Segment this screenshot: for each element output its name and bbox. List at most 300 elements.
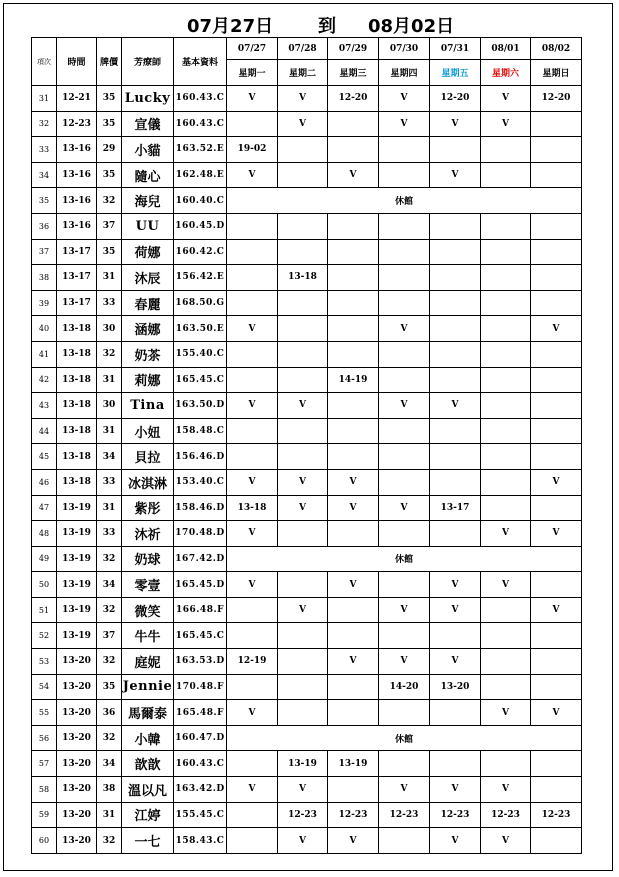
day-cell	[531, 777, 582, 803]
therapist-info: 158.48.C	[174, 418, 227, 444]
day-cell	[278, 162, 328, 188]
day-cell	[227, 290, 278, 316]
day-cell: V	[328, 828, 379, 854]
day-cell: 14-20	[379, 674, 430, 700]
row-number: 59	[32, 802, 57, 828]
day-cell	[481, 239, 531, 265]
day-cell: V	[430, 828, 481, 854]
day-cell	[328, 341, 379, 367]
therapist-name: 春麗	[122, 290, 174, 316]
day-cell	[227, 623, 278, 649]
row-price: 34	[97, 444, 122, 470]
row-price: 31	[97, 418, 122, 444]
day-cell: 12-23	[481, 802, 531, 828]
row-time: 13-16	[57, 137, 97, 163]
day-cell: V	[227, 521, 278, 547]
row-price: 32	[97, 546, 122, 572]
therapist-name: 沐祈	[122, 521, 174, 547]
day-cell: 13-19	[328, 751, 379, 777]
day-cell	[278, 572, 328, 598]
header-weekday-saturday: 星期六	[481, 60, 531, 86]
header-weekday-friday: 星期五	[430, 60, 481, 86]
row-price: 34	[97, 751, 122, 777]
therapist-info: 158.46.D	[174, 495, 227, 521]
therapist-info: 163.53.D	[174, 649, 227, 675]
day-cell	[531, 418, 582, 444]
therapist-name: 涵娜	[122, 316, 174, 342]
day-cell	[379, 137, 430, 163]
therapist-info: 165.45.D	[174, 572, 227, 598]
table-row	[32, 444, 582, 470]
day-cell	[430, 265, 481, 291]
row-number: 45	[32, 444, 57, 470]
day-cell: V	[531, 597, 582, 623]
row-price: 38	[97, 777, 122, 803]
header-price: 牌價	[97, 38, 122, 86]
day-cell: 12-23	[430, 802, 481, 828]
day-cell	[328, 674, 379, 700]
row-price: 36	[97, 700, 122, 726]
row-number: 47	[32, 495, 57, 521]
day-cell	[531, 495, 582, 521]
table-row	[32, 86, 582, 112]
day-cell	[227, 111, 278, 137]
day-cell	[328, 393, 379, 419]
row-price: 32	[97, 597, 122, 623]
table-row	[32, 290, 582, 316]
day-cell: V	[531, 521, 582, 547]
row-number: 41	[32, 341, 57, 367]
day-cell	[430, 341, 481, 367]
therapist-info: 168.50.G	[174, 290, 227, 316]
table-row	[32, 469, 582, 495]
day-cell	[328, 316, 379, 342]
day-cell: V	[430, 393, 481, 419]
day-cell: V	[278, 777, 328, 803]
day-cell	[328, 137, 379, 163]
day-cell	[379, 367, 430, 393]
day-cell: V	[227, 469, 278, 495]
row-number: 37	[32, 239, 57, 265]
therapist-info: 165.48.F	[174, 700, 227, 726]
therapist-name: 歆歆	[122, 751, 174, 777]
row-price: 37	[97, 213, 122, 239]
row-time: 13-20	[57, 649, 97, 675]
header-weekday: 星期一	[227, 60, 278, 86]
row-time: 12-21	[57, 86, 97, 112]
day-cell	[531, 341, 582, 367]
day-cell	[328, 444, 379, 470]
row-time: 12-23	[57, 111, 97, 137]
day-cell: V	[278, 828, 328, 854]
day-cell	[531, 674, 582, 700]
day-cell: 19-02	[227, 137, 278, 163]
row-time: 13-17	[57, 239, 97, 265]
day-cell: 12-20	[531, 86, 582, 112]
day-cell: V	[328, 495, 379, 521]
row-number: 35	[32, 188, 57, 214]
header-weekday: 星期日	[531, 60, 582, 86]
day-cell: V	[481, 111, 531, 137]
row-number: 31	[32, 86, 57, 112]
row-number: 53	[32, 649, 57, 675]
day-cell	[430, 290, 481, 316]
day-cell: 12-20	[328, 86, 379, 112]
therapist-info: 163.42.D	[174, 777, 227, 803]
day-cell	[379, 162, 430, 188]
row-price: 32	[97, 188, 122, 214]
therapist-name: 奶茶	[122, 341, 174, 367]
row-number: 44	[32, 418, 57, 444]
closed-label: 休館	[227, 546, 582, 572]
day-cell: V	[379, 111, 430, 137]
day-cell: V	[278, 469, 328, 495]
day-cell	[531, 265, 582, 291]
day-cell	[430, 418, 481, 444]
table-row	[32, 777, 582, 803]
table-row	[32, 188, 582, 214]
day-cell	[481, 290, 531, 316]
day-cell: V	[328, 162, 379, 188]
day-cell	[430, 469, 481, 495]
day-cell: V	[379, 316, 430, 342]
row-time: 13-19	[57, 521, 97, 547]
row-time: 13-18	[57, 469, 97, 495]
row-number: 60	[32, 828, 57, 854]
row-time: 13-20	[57, 725, 97, 751]
therapist-info: 165.45.C	[174, 367, 227, 393]
row-time: 13-19	[57, 495, 97, 521]
row-price: 32	[97, 341, 122, 367]
day-cell: V	[278, 495, 328, 521]
day-cell	[278, 521, 328, 547]
day-cell: 12-20	[430, 86, 481, 112]
day-cell	[379, 700, 430, 726]
row-number: 56	[32, 725, 57, 751]
row-price: 32	[97, 649, 122, 675]
row-price: 33	[97, 469, 122, 495]
therapist-name: UU	[122, 213, 174, 239]
header-date: 07/31	[430, 38, 481, 60]
day-cell: 13-18	[227, 495, 278, 521]
row-price: 30	[97, 393, 122, 419]
day-cell: V	[328, 649, 379, 675]
header-date: 08/01	[481, 38, 531, 60]
day-cell	[227, 265, 278, 291]
therapist-info: 160.40.C	[174, 188, 227, 214]
row-time: 13-18	[57, 316, 97, 342]
table-row	[32, 137, 582, 163]
day-cell: 12-19	[227, 649, 278, 675]
day-cell: V	[328, 572, 379, 598]
day-cell: V	[481, 572, 531, 598]
row-number: 54	[32, 674, 57, 700]
therapist-name: 小貓	[122, 137, 174, 163]
therapist-name: 微笑	[122, 597, 174, 623]
day-cell	[278, 213, 328, 239]
therapist-info: 156.46.D	[174, 444, 227, 470]
table-row	[32, 649, 582, 675]
row-price: 31	[97, 495, 122, 521]
row-price: 34	[97, 572, 122, 598]
day-cell: 12-23	[278, 802, 328, 828]
day-cell	[430, 444, 481, 470]
row-time: 13-18	[57, 393, 97, 419]
day-cell: V	[379, 777, 430, 803]
row-time: 13-20	[57, 828, 97, 854]
day-cell	[379, 751, 430, 777]
day-cell	[531, 444, 582, 470]
day-cell: V	[227, 700, 278, 726]
day-cell	[481, 597, 531, 623]
row-price: 32	[97, 828, 122, 854]
therapist-info: 160.47.D	[174, 725, 227, 751]
therapist-name: 小韓	[122, 725, 174, 751]
day-cell	[278, 649, 328, 675]
row-price: 30	[97, 316, 122, 342]
therapist-name: 牛牛	[122, 623, 174, 649]
row-time: 13-20	[57, 674, 97, 700]
table-row	[32, 393, 582, 419]
day-cell	[531, 111, 582, 137]
day-cell	[481, 393, 531, 419]
day-cell	[227, 341, 278, 367]
table-row	[32, 700, 582, 726]
therapist-info: 170.48.F	[174, 674, 227, 700]
header-name: 芳療師	[122, 38, 174, 86]
day-cell: V	[481, 86, 531, 112]
day-cell: V	[481, 828, 531, 854]
day-cell	[227, 828, 278, 854]
day-cell	[481, 213, 531, 239]
row-price: 33	[97, 290, 122, 316]
day-cell	[379, 290, 430, 316]
row-time: 13-17	[57, 290, 97, 316]
day-cell	[481, 418, 531, 444]
day-cell	[531, 213, 582, 239]
therapist-name: 溫以凡	[122, 777, 174, 803]
day-cell	[379, 444, 430, 470]
table-row	[32, 751, 582, 777]
table-row	[32, 265, 582, 291]
day-cell	[430, 137, 481, 163]
day-cell	[531, 137, 582, 163]
row-time: 13-18	[57, 418, 97, 444]
day-cell: V	[430, 777, 481, 803]
table-row	[32, 572, 582, 598]
day-cell	[278, 444, 328, 470]
day-cell	[227, 674, 278, 700]
day-cell: 13-19	[278, 751, 328, 777]
day-cell: V	[379, 495, 430, 521]
day-cell: V	[430, 649, 481, 675]
day-cell	[430, 700, 481, 726]
day-cell: V	[278, 393, 328, 419]
row-time: 13-19	[57, 546, 97, 572]
therapist-name: 荷娜	[122, 239, 174, 265]
day-cell: V	[430, 572, 481, 598]
day-cell	[278, 674, 328, 700]
day-cell: 12-23	[531, 802, 582, 828]
therapist-info: 155.45.C	[174, 802, 227, 828]
day-cell	[481, 444, 531, 470]
day-cell	[328, 213, 379, 239]
day-cell: 13-17	[430, 495, 481, 521]
day-cell	[481, 469, 531, 495]
day-cell	[379, 828, 430, 854]
therapist-name: 庭妮	[122, 649, 174, 675]
day-cell: V	[227, 86, 278, 112]
day-cell: V	[531, 316, 582, 342]
day-cell	[227, 239, 278, 265]
row-number: 32	[32, 111, 57, 137]
day-cell: V	[531, 700, 582, 726]
day-cell	[379, 469, 430, 495]
therapist-name: 小妞	[122, 418, 174, 444]
table-row	[32, 341, 582, 367]
day-cell	[278, 316, 328, 342]
day-cell	[328, 111, 379, 137]
day-cell	[430, 751, 481, 777]
day-cell: V	[379, 86, 430, 112]
therapist-info: 160.43.C	[174, 751, 227, 777]
therapist-name: 江婷	[122, 802, 174, 828]
therapist-name: Lucky	[122, 86, 174, 112]
header-weekday: 星期二	[278, 60, 328, 86]
table-row	[32, 418, 582, 444]
title-separator: 到	[318, 16, 336, 37]
day-cell: V	[227, 572, 278, 598]
row-price: 29	[97, 137, 122, 163]
row-time: 13-18	[57, 341, 97, 367]
row-time: 13-19	[57, 623, 97, 649]
therapist-info: 163.50.D	[174, 393, 227, 419]
day-cell: V	[278, 111, 328, 137]
day-cell	[531, 239, 582, 265]
day-cell	[227, 418, 278, 444]
day-cell: 13-20	[430, 674, 481, 700]
day-cell	[328, 521, 379, 547]
day-cell	[328, 777, 379, 803]
row-number: 39	[32, 290, 57, 316]
day-cell	[278, 137, 328, 163]
day-cell	[328, 623, 379, 649]
day-cell	[379, 265, 430, 291]
day-cell: V	[379, 393, 430, 419]
title-start-date: 07月27日	[187, 16, 274, 37]
table-row	[32, 162, 582, 188]
therapist-info: 163.50.E	[174, 316, 227, 342]
day-cell: V	[481, 700, 531, 726]
day-cell	[328, 239, 379, 265]
day-cell: V	[481, 521, 531, 547]
header-date: 08/02	[531, 38, 582, 60]
row-price: 31	[97, 802, 122, 828]
day-cell	[430, 623, 481, 649]
row-time: 13-16	[57, 188, 97, 214]
header-date: 07/30	[379, 38, 430, 60]
closed-label: 休館	[227, 725, 582, 751]
therapist-info: 160.43.C	[174, 111, 227, 137]
therapist-info: 167.42.D	[174, 546, 227, 572]
therapist-name: 奶球	[122, 546, 174, 572]
therapist-name: 宣儀	[122, 111, 174, 137]
row-price: 35	[97, 239, 122, 265]
row-time: 13-20	[57, 802, 97, 828]
row-number: 36	[32, 213, 57, 239]
header-date: 07/28	[278, 38, 328, 60]
row-number: 49	[32, 546, 57, 572]
day-cell	[278, 623, 328, 649]
day-cell	[278, 367, 328, 393]
therapist-name: Jennie	[122, 674, 174, 700]
table-row	[32, 367, 582, 393]
header-time: 時間	[57, 38, 97, 86]
day-cell	[328, 290, 379, 316]
header-date: 07/27	[227, 38, 278, 60]
day-cell	[278, 239, 328, 265]
therapist-name: 隨心	[122, 162, 174, 188]
header-weekday: 星期四	[379, 60, 430, 86]
day-cell	[531, 572, 582, 598]
schedule-body	[32, 86, 582, 854]
therapist-info: 165.45.C	[174, 623, 227, 649]
row-price: 35	[97, 111, 122, 137]
day-cell: V	[278, 86, 328, 112]
day-cell	[379, 341, 430, 367]
day-cell	[278, 418, 328, 444]
row-number: 38	[32, 265, 57, 291]
therapist-name: 馬爾泰	[122, 700, 174, 726]
therapist-name: 一七	[122, 828, 174, 854]
day-cell	[227, 367, 278, 393]
day-cell	[430, 213, 481, 239]
page-title	[0, 12, 619, 38]
day-cell	[328, 418, 379, 444]
day-cell: V	[379, 649, 430, 675]
therapist-info: 163.52.E	[174, 137, 227, 163]
therapist-info: 158.43.C	[174, 828, 227, 854]
day-cell: V	[227, 162, 278, 188]
row-number: 52	[32, 623, 57, 649]
day-cell	[227, 751, 278, 777]
day-cell	[531, 367, 582, 393]
table-row	[32, 213, 582, 239]
therapist-name: 莉娜	[122, 367, 174, 393]
day-cell	[227, 597, 278, 623]
row-price: 31	[97, 265, 122, 291]
row-time: 13-19	[57, 597, 97, 623]
day-cell	[379, 213, 430, 239]
day-cell	[430, 316, 481, 342]
row-number: 42	[32, 367, 57, 393]
day-cell	[379, 239, 430, 265]
day-cell: V	[227, 393, 278, 419]
row-time: 13-16	[57, 162, 97, 188]
day-cell	[328, 700, 379, 726]
therapist-name: 海兒	[122, 188, 174, 214]
day-cell	[481, 623, 531, 649]
day-cell	[430, 521, 481, 547]
row-number: 57	[32, 751, 57, 777]
row-time: 13-19	[57, 572, 97, 598]
day-cell	[278, 290, 328, 316]
therapist-name: 貝拉	[122, 444, 174, 470]
day-cell	[531, 393, 582, 419]
row-price: 35	[97, 162, 122, 188]
table-row	[32, 623, 582, 649]
day-cell	[379, 623, 430, 649]
